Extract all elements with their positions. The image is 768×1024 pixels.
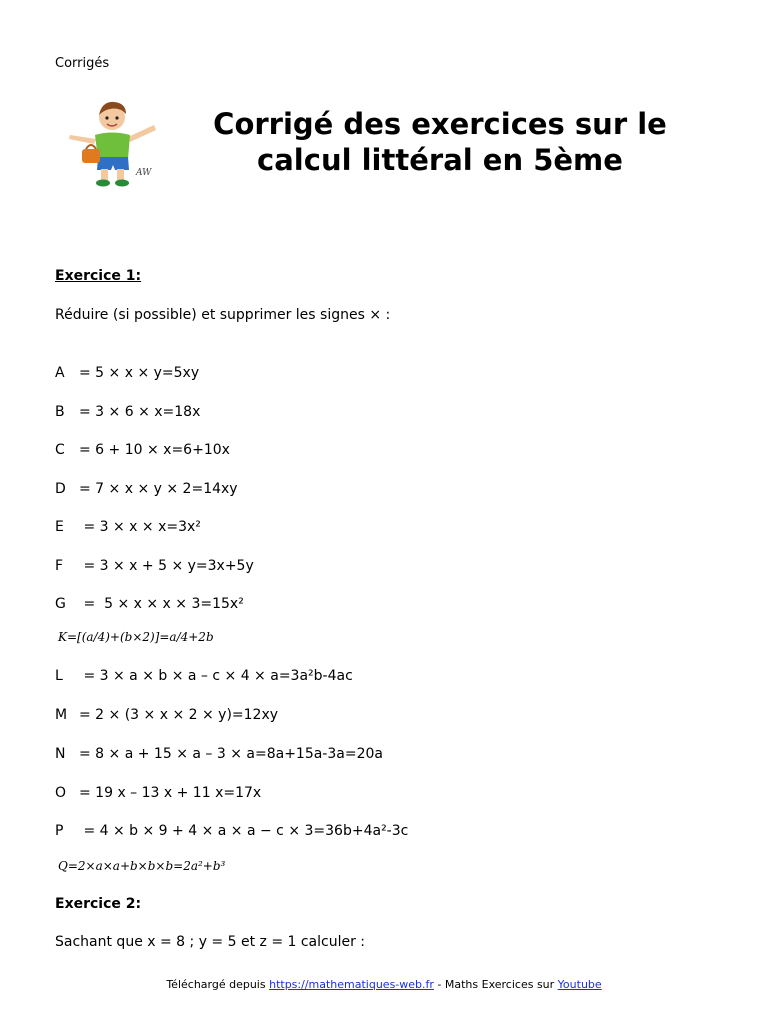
exercise2-instruction: Sachant que x = 8 ; y = 5 et z = 1 calculer :	[55, 934, 366, 950]
footer-middle: - Maths Exercices sur	[433, 978, 558, 991]
exercise1-instruction: Réduire (si possible) et supprimer les signes × :	[55, 307, 391, 323]
row-p-expr: = 4 × b × 9 + 4 × a × a − c × 3=36b+4a²-3c	[79, 823, 409, 839]
row-m	[55, 707, 278, 723]
row-c-expr: = 6 + 10 × x=6+10x	[79, 442, 230, 458]
row-m-expr: = 2 × (3 × x × 2 × y)=12xy	[79, 707, 279, 723]
title-line-1: Corrigé des exercices sur le	[213, 107, 667, 141]
site-link[interactable]: https://mathematiques-web.fr	[269, 978, 434, 991]
row-c-var: C	[55, 442, 65, 458]
row-c	[55, 442, 230, 458]
row-g-expr: = 5 × x × x × 3=15x²	[79, 596, 244, 612]
footer	[0, 978, 768, 991]
row-k-equation-image: K=[(a/4)+(b×2)]=a/4+2b	[58, 630, 214, 644]
exercise1-heading: Exercice 1:	[55, 268, 142, 284]
row-o-var: O	[55, 785, 67, 801]
row-e	[55, 519, 201, 535]
row-a	[55, 365, 199, 381]
row-n	[55, 746, 383, 762]
row-p	[55, 823, 408, 839]
row-l-var: L	[55, 668, 63, 684]
row-d-expr: = 7 × x × y × 2=14xy	[79, 481, 238, 497]
row-g	[55, 596, 244, 612]
row-e-var: E	[55, 519, 64, 535]
row-f	[55, 558, 254, 574]
svg-text:AW: AW	[136, 168, 152, 178]
row-f-var: F	[55, 558, 64, 574]
row-b-var: B	[55, 404, 65, 420]
row-a-var: A	[55, 365, 65, 381]
exercise2-heading: Exercice 2:	[55, 896, 142, 912]
title-line-2: calcul littéral en 5ème	[257, 143, 623, 177]
row-o	[55, 785, 261, 801]
row-m-var: M	[55, 707, 68, 723]
row-q-equation-image: Q=2×a×a+b×b×b=2a²+b³	[58, 859, 226, 873]
row-o-expr: = 19 x – 13 x + 11 x=17x	[79, 785, 262, 801]
row-d-var: D	[55, 481, 66, 497]
row-l-expr: = 3 × a × b × a – c × 4 × a=3a²b-4ac	[79, 668, 353, 684]
row-b	[55, 404, 200, 420]
row-a-expr: = 5 × x × y=5xy	[79, 365, 200, 381]
row-e-expr: = 3 × x × x=3x²	[79, 519, 201, 535]
row-f-expr: = 3 × x + 5 × y=3x+5y	[79, 558, 254, 574]
row-l	[55, 668, 353, 684]
row-g-var: G	[55, 596, 66, 612]
row-p-var: P	[55, 823, 64, 839]
footer-prefix: Téléchargé depuis	[166, 978, 270, 991]
row-n-var: N	[55, 746, 66, 762]
page-title	[190, 106, 690, 178]
header-label: Corrigés	[55, 56, 110, 71]
row-b-expr: = 3 × 6 × x=18x	[79, 404, 201, 420]
row-n-expr: = 8 × a + 15 × a – 3 × a=8a+15a-3a=20a	[79, 746, 383, 762]
mascot-illustration	[62, 97, 162, 189]
youtube-link[interactable]: Youtube	[557, 978, 602, 991]
row-d	[55, 481, 238, 497]
